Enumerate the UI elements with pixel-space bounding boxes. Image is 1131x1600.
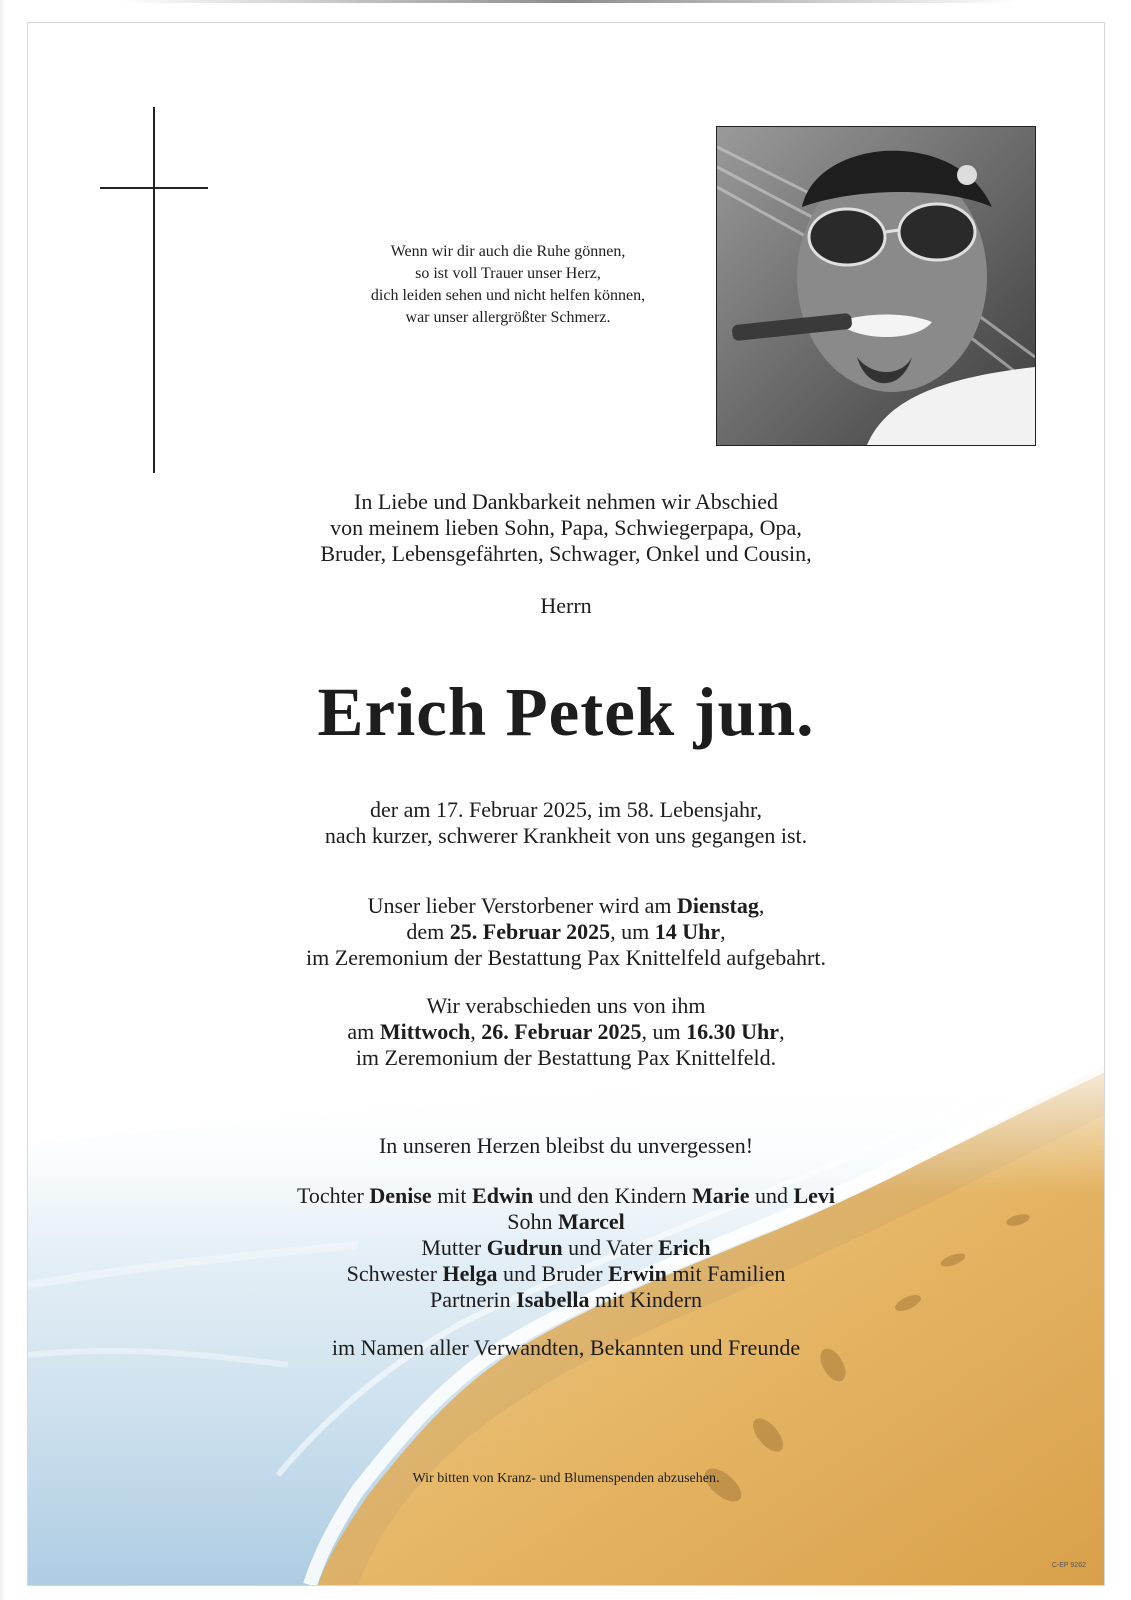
portrait-photo	[716, 126, 1036, 446]
death-notice-line: der am 17. Februar 2025, im 58. Lebensjahr,	[370, 797, 762, 822]
poem-line: Wenn wir dir auch die Ruhe gönnen,	[390, 243, 626, 260]
wake-line-3: im Zeremonium der Bestattung Pax Knittelfeld aufgebahrt.	[306, 945, 826, 970]
death-notice-line: nach kurzer, schwerer Krankheit von uns gegangen ist.	[324, 823, 808, 848]
family-line: Mutter Gudrun und Vater Erich	[421, 1235, 711, 1260]
intro-line: In Liebe und Dankbarkeit nehmen wir Abschied	[354, 489, 778, 514]
poem-line: so ist voll Trauer unser Herz,	[415, 265, 601, 282]
funeral-line-1: Wir verabschieden uns von ihm	[426, 993, 706, 1018]
family-line: Sohn Marcel	[507, 1209, 625, 1234]
death-notice	[28, 797, 1104, 849]
family-line: Tochter Denise mit Edwin und den Kindern Marie und Levi	[296, 1183, 836, 1208]
cross-icon-bar	[100, 187, 208, 189]
farewell-intro	[28, 489, 1104, 567]
deceased-name: Erich Petek jun.	[317, 674, 815, 750]
funeral-notice	[28, 993, 1104, 1071]
poem-line: war unser allergrößter Schmerz.	[405, 309, 611, 326]
family-line: Schwester Helga und Bruder Erwin mit Familien	[346, 1261, 786, 1286]
funeral-line-3: im Zeremonium der Bestattung Pax Knittelfeld.	[355, 1045, 777, 1070]
memorial-line: In unseren Herzen bleibst du unvergessen!	[378, 1133, 754, 1158]
salutation: Herrn	[540, 593, 592, 618]
obituary-page	[27, 22, 1105, 1586]
wake-notice	[28, 893, 1104, 971]
scan-top-shadow	[120, 0, 1020, 3]
funeral-line-2: am Mittwoch, 26. Februar 2025, um 16.30 Uhr,	[347, 1019, 785, 1044]
cross-icon	[153, 107, 155, 473]
donation-request: Wir bitten von Kranz- und Blumenspenden abzusehen.	[412, 1471, 720, 1486]
wake-line-2: dem 25. Februar 2025, um 14 Uhr,	[406, 919, 726, 944]
family-list	[28, 1183, 1104, 1313]
scan-left-shadow	[0, 0, 6, 1600]
poem-text	[298, 241, 718, 329]
intro-line: von meinem lieben Sohn, Papa, Schwiegerpapa, Opa,	[330, 515, 802, 540]
print-code: C-EP 9262	[1051, 1562, 1086, 1569]
family-line: Partnerin Isabella mit Kindern	[430, 1287, 702, 1312]
intro-line: Bruder, Lebensgefährten, Schwager, Onkel und Cousin,	[320, 541, 812, 566]
wake-line-1: Unser lieber Verstorbener wird am Dienstag,	[367, 893, 765, 918]
on-behalf-line: im Namen aller Verwandten, Bekannten und Freunde	[331, 1335, 801, 1360]
poem-line: dich leiden sehen und nicht helfen können,	[370, 287, 646, 304]
